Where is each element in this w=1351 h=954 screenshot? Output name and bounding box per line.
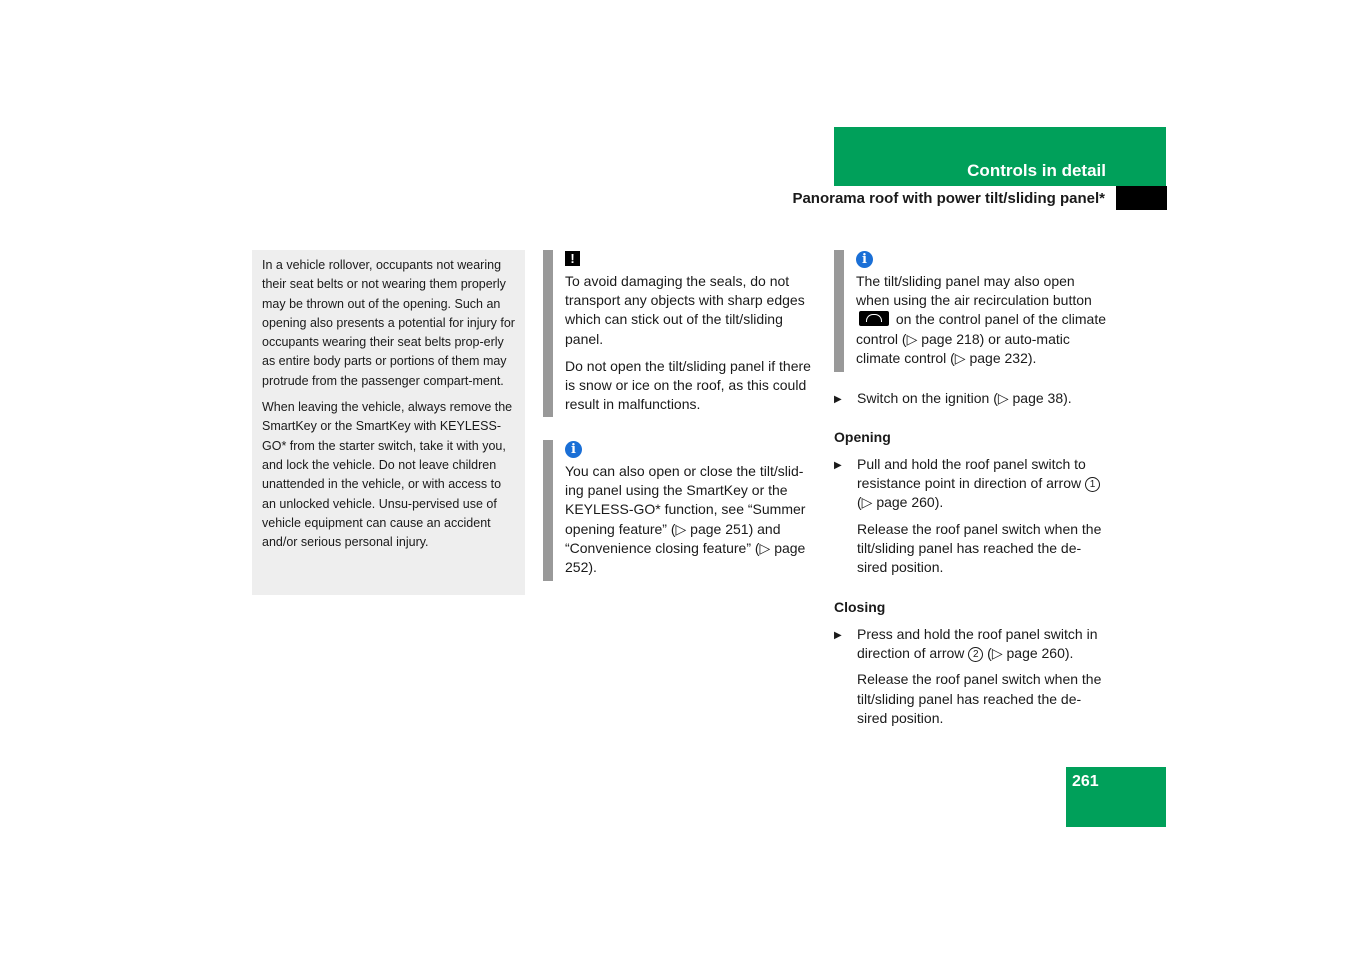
warning-paragraph-1: In a vehicle rollover, occupants not wearing their seat belts or not wearing them properly may be thrown out of the opening. Such an opening also presents a potential for injury for occupants wearing their seat belts prop-erly as entire body parts or portions of them may protrude from the passenger compart-ment.	[262, 258, 515, 388]
chapter-header	[834, 127, 1166, 186]
step-text-before: Press and hold the roof panel switch in direction of arrow	[857, 626, 1098, 662]
caution-paragraph-2: Do not open the tilt/sliding panel if there is snow or ice on the roof, as this could result in malfunctions.	[565, 357, 811, 413]
note-bar	[543, 250, 553, 417]
step-closing	[834, 625, 1109, 735]
info-note-smartkey	[543, 440, 821, 581]
note-bar	[834, 250, 844, 372]
page-number-box	[1066, 767, 1166, 827]
step-text-after: (▷ page 260).	[987, 645, 1074, 662]
caution-note	[543, 250, 821, 417]
step-ignition	[834, 389, 1109, 415]
section-title: Panorama roof with power tilt/sliding panel*	[792, 190, 1105, 207]
step-text: Switch on the ignition (▷ page 38).	[857, 390, 1072, 406]
step-text-after: (▷ page 260).	[857, 494, 944, 511]
step-text	[857, 455, 1109, 513]
warning-box	[252, 250, 525, 595]
step-text-before: Pull and hold the roof panel switch to resistance point in direction of arrow	[857, 456, 1086, 492]
info-text-after: on the control panel of the climate control (▷ page 218) or auto-matic climate control (▷ page 232).	[856, 311, 1107, 366]
info-note-recirculation	[834, 250, 1112, 372]
arrow-number-badge: 2	[968, 647, 983, 662]
step-arrow-icon: ▶	[834, 460, 842, 471]
info-icon: i	[856, 251, 873, 268]
closing-heading: Closing	[834, 599, 886, 615]
warning-paragraph-2: When leaving the vehicle, always remove the SmartKey or the SmartKey with KEYLESS-GO* from the starter switch, take it with you, and lock the vehicle. Do not leave children unattended in the vehicle, or with access to an unlocked vehicle. Unsu-pervised use of vehicle equipment can cause an accident and/or serious personal injury.	[262, 400, 513, 550]
chapter-title: Controls in detail	[967, 161, 1106, 180]
section-tab-marker	[1116, 186, 1167, 210]
step-arrow-icon: ▶	[834, 630, 842, 641]
exclamation-icon: !	[565, 251, 580, 266]
step-arrow-icon: ▶	[834, 394, 842, 405]
info-paragraph: You can also open or close the tilt/slid-ing panel using the SmartKey or the KEYLESS-GO* function, see “Summer opening feature” (▷ page 251) and “Convenience closing feature” (▷ page 252).	[565, 463, 806, 576]
release-text: Release the roof panel switch when the tilt/sliding panel has reached the de-sired position.	[857, 671, 1102, 726]
opening-heading: Opening	[834, 429, 891, 445]
release-text: Release the roof panel switch when the tilt/sliding panel has reached the de-sired position.	[857, 520, 1102, 576]
step-text	[857, 625, 1109, 663]
page-number: 261	[1072, 773, 1099, 790]
info-text-before: The tilt/sliding panel may also open when using the air recirculation button	[856, 273, 1092, 309]
info-icon: i	[565, 441, 582, 458]
note-bar	[543, 440, 553, 581]
air-recirculation-icon	[859, 311, 889, 326]
caution-paragraph-1: To avoid damaging the seals, do not transport any objects with sharp edges which can stick out of the tilt/sliding panel.	[565, 273, 805, 347]
step-opening	[834, 455, 1109, 584]
info-paragraph	[856, 272, 1112, 368]
arrow-number-badge: 1	[1085, 477, 1100, 492]
